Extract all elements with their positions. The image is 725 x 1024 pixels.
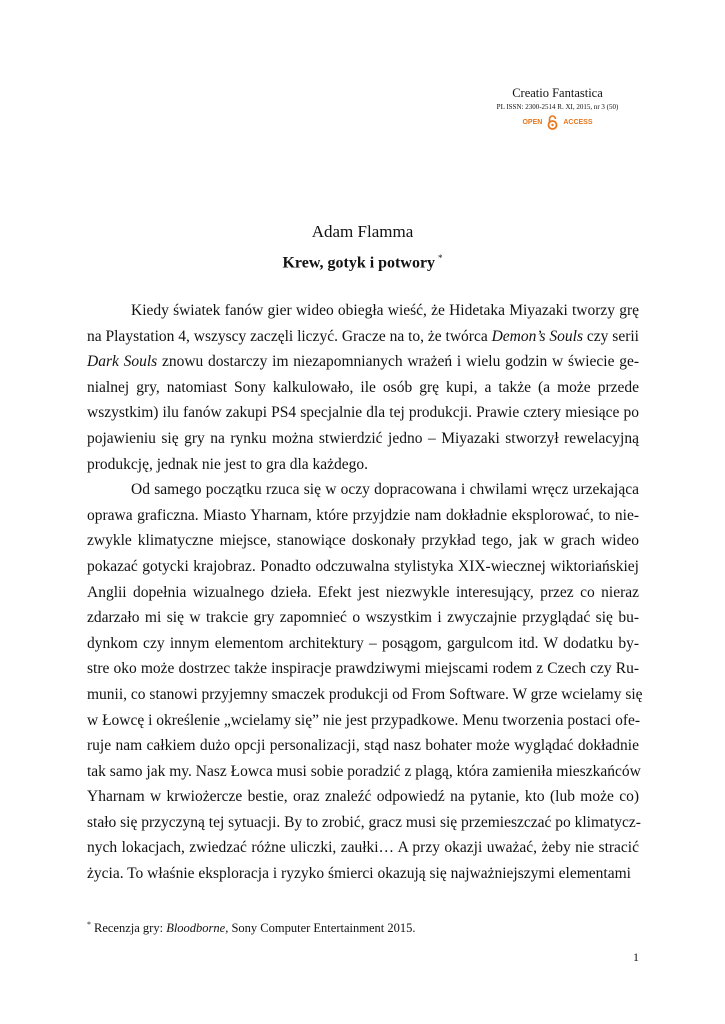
text-segment: stało się przyczyną tej sytuacji. By to zrobić, gracz musi się przemieszczać po klimatycz-: [87, 813, 641, 831]
text-line: [87, 682, 643, 708]
text-segment: ruje nam całkiem dużo opcji personalizacji, stąd nasz bohater może wyglądać dokładnie: [87, 737, 639, 755]
open-access-left-label: OPEN: [522, 119, 543, 126]
footnote-game-title: Bloodborne,: [166, 921, 229, 936]
text-line: [87, 400, 639, 426]
text-line: [87, 554, 639, 580]
text-line: [87, 656, 639, 682]
text-line: [87, 426, 639, 452]
text-line: [87, 503, 639, 529]
text-line: [87, 835, 639, 861]
text-line: [87, 349, 639, 375]
text-line: [87, 324, 639, 350]
text-segment: dynkom czy innym elementom architektury – posągom, gargulcom itd. W dodatku by-: [87, 634, 639, 652]
text-segment: na Playstation 4, wszyscy zaczęli liczyć. Gracze na to, że twórca: [87, 327, 492, 345]
text-segment: Kiedy światek fanów gier wideo obiegła wieść, że Hidetaka Miyazaki tworzy grę: [131, 302, 639, 319]
text-segment: pokazać gotycki krajobraz. Ponadto odczuwalna stylistyka XIX-wiecznej wiktoriańskiej: [87, 557, 639, 575]
text-segment: zdarzało mi się w trakcie gry zapomnieć o wszystkim i zwyczajnie przyglądać się bu-: [87, 609, 639, 627]
text-line: [87, 298, 639, 324]
text-segment: nych lokacjach, zwiedzać różne uliczki, zaułki… A przy okazji uważać, żeby nie stracić: [87, 839, 639, 857]
open-access-right-label: ACCESS: [563, 119, 593, 126]
text-segment: tak samo jak my. Nasz Łowca musi sobie poradzić z plagą, która zamieniła mieszkańców: [87, 762, 641, 780]
text-line: [87, 580, 639, 606]
article-title: Krew, gotyk i potwory: [282, 254, 436, 272]
journal-issn: PL ISSN: 2300-2514 R. XI, 2015, nr 3 (50): [496, 103, 619, 111]
text-line: [87, 375, 639, 401]
open-access-logo: [470, 115, 645, 130]
footnote-suffix: Sony Computer Entertainment 2015.: [228, 921, 416, 936]
footnote: [87, 920, 639, 936]
italic-segment: Demon’s Souls: [491, 327, 584, 345]
text-line: [87, 861, 639, 887]
open-access-lock-icon: [547, 115, 558, 130]
text-segment: munii, co stanowi przyjemny smaczek produkcji od From Software. W grze wcielamy się: [87, 685, 643, 703]
text-line: [87, 477, 639, 503]
paragraph: [87, 298, 639, 477]
page-number: 1: [633, 950, 639, 964]
text-line: [87, 733, 639, 759]
text-line: [87, 528, 639, 554]
article-title-line: [0, 253, 725, 272]
article-body: [87, 298, 643, 887]
text-segment: nialnej gry, natomiast Sony kalkulowało, ile osób grę kupi, a także (a może przede: [87, 378, 639, 396]
article-author: Adam Flamma: [311, 222, 414, 241]
text-line: [87, 708, 639, 734]
footnote-prefix: Recenzja gry:: [94, 921, 167, 936]
text-segment: produkcję, jednak nie jest to gra dla każdego.: [87, 455, 369, 473]
title-footnote-marker: *: [438, 253, 443, 263]
text-line: [87, 810, 639, 836]
text-segment: czy serii: [583, 327, 639, 345]
text-line: [87, 452, 639, 478]
text-segment: w Łowcę i określenie „wcielamy się” nie jest przypadkowe. Menu tworzenia postaci ofe-: [87, 711, 641, 729]
text-segment: Yharnam w krwiożercze bestie, oraz znaleźć odpowiedź na pytanie, kto (lub może co): [87, 788, 639, 806]
text-segment: pojawieniu się gry na rynku można stwierdzić jedno – Miyazaki stworzył rewelacyjną: [87, 429, 639, 447]
footnote-marker: *: [87, 920, 91, 929]
text-line: [87, 605, 639, 631]
text-segment: stre oko może dostrzec także inspiracje prawdziwymi miejscami rodem z Czech czy Ru-: [87, 660, 639, 678]
text-segment: wszystkim) ilu fanów zakupi PS4 specjalnie dla tej produkcji. Prawie cztery miesiące po: [87, 404, 639, 422]
text-segment: znowu dostarczy im niezapomnianych wrażeń i wielu godzin w świecie ge-: [157, 353, 639, 371]
journal-header: [470, 86, 645, 130]
text-segment: oprawa graficzna. Miasto Yharnam, które przyjdzie nam dokładnie eksplorować, to nie-: [87, 506, 639, 524]
text-segment: życia. To właśnie eksploracja i ryzyko śmierci okazują się najważniejszymi elementami: [87, 865, 631, 883]
text-line: [87, 784, 639, 810]
text-line: [87, 759, 639, 785]
text-segment: Anglii dopełnia wizualnego dzieła. Efekt jest niezwykle interesujący, przez co nieraz: [87, 583, 639, 601]
italic-segment: Dark Souls: [87, 353, 158, 371]
text-line: [87, 631, 639, 657]
journal-name: Creatio Fantastica: [512, 86, 603, 100]
text-segment: zwykle klimatyczne miejsce, stanowiące doskonały przykład tego, jak w grach wideo: [87, 532, 639, 550]
paragraph: [87, 477, 643, 887]
text-segment: Od samego początku rzuca się w oczy dopracowana i chwilami wręcz urzekająca: [131, 481, 639, 499]
